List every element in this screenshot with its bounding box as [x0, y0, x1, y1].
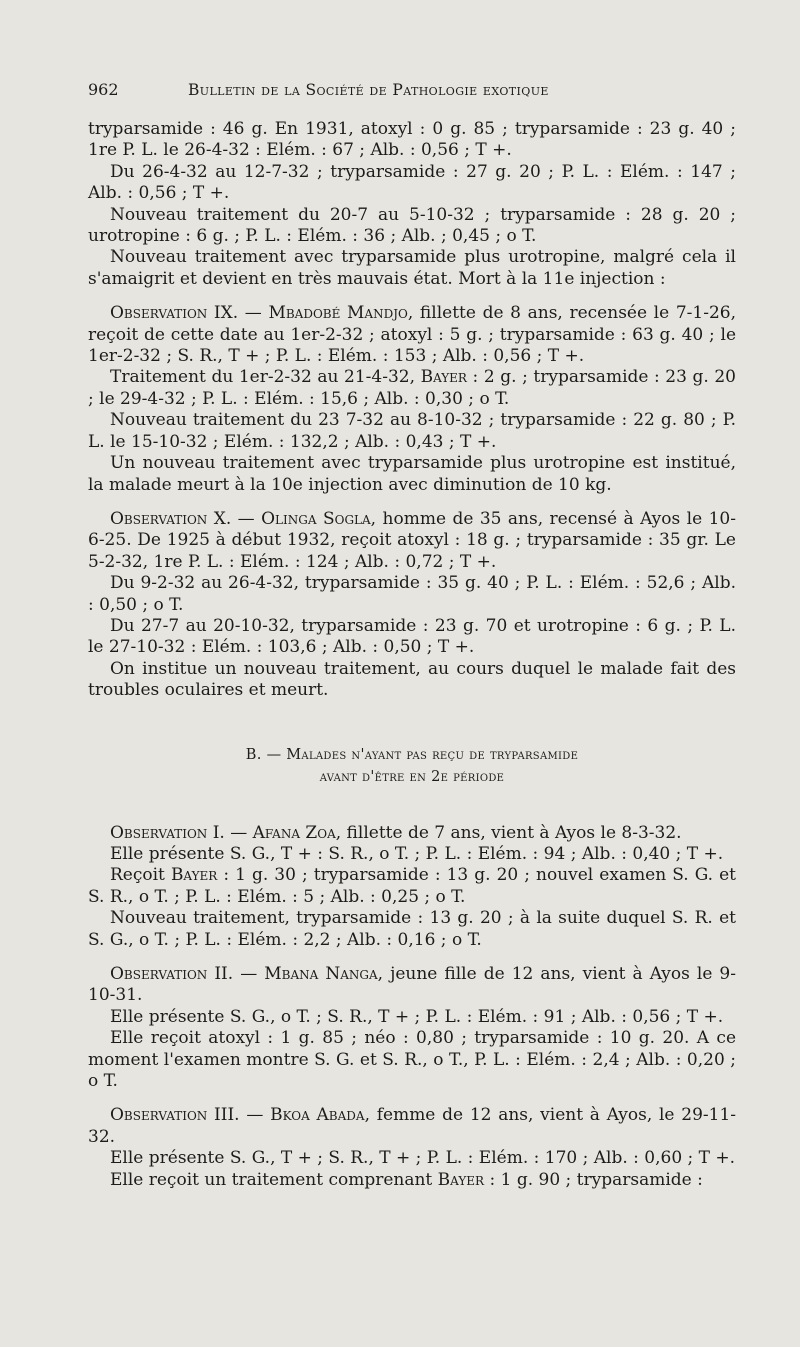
observation-lead: , fillette de 8 ans, recensée le 7-1-26, reçoit de cette date au 1er-2-32 ; atoxyl : 5 g. ; tryparsamide : 63 g. 40 ; le 1er-2-32 ; S. R., T + ; P. L. : Elém. : 153 ; Alb. : 0,56 ; T +.	[88, 303, 736, 367]
observation-paragraph: Elle présente S. G., T + ; S. R., T + ; P. L. : Elém. : 170 ; Alb. : 0,60 ; T +.	[110, 1148, 736, 1169]
drug-name: Bayer	[170, 865, 218, 886]
observation-lead: , fillette de 7 ans, vient à Ayos le 8-3-32.	[335, 822, 682, 843]
section-heading-line: B. — Malades n'ayant pas reçu de tryparsamide	[245, 746, 579, 763]
observation-heading: Observation III. — Bkoa Abada, femme de 12 ans, vient à Ayos, le 29-11-32.	[88, 1105, 736, 1147]
continuation-paragraph: Du 26-4-32 au 12-7-32 ; tryparsamide : 27 g. 20 ; P. L. : Elém. : 147 ; Alb. : 0,56 ; T +.	[88, 161, 736, 204]
journal-title: Bulletin de la Société de Pathologie exotique	[188, 81, 549, 99]
patient-name: Bkoa Abada	[270, 1105, 365, 1126]
page-number: 962	[88, 80, 119, 99]
text-run: : 1 g. 90 ; tryparsamide :	[489, 1169, 703, 1190]
text-run: Traitement du 1er-2-32 au 21-4-32,	[110, 367, 415, 388]
observation-paragraph: Du 9-2-32 au 26-4-32, tryparsamide : 35 g. 40 ; P. L. : Elém. : 52,6 ; Alb. : 0,50 ; o T.	[88, 573, 736, 615]
observation-heading: Observation IX. — Mbadobé Mandjo, fillette de 8 ans, recensée le 7-1-26, reçoit de cette date au 1er-2-32 ; atoxyl : 5 g. ; tryparsamide : 63 g. 40 ; le 1er-2-32 ; S. R., T + ; P. L. : Elém. : 153 ; Alb. : 0,56 ; T +.	[88, 303, 736, 367]
observation-paragraph: Nouveau traitement du 23 7-32 au 8-10-32 ; tryparsamide : 22 g. 80 ; P. L. le 15-10-32 ; Elém. : 132,2 ; Alb. : 0,43 ; T +.	[88, 410, 736, 452]
observation-paragraph	[88, 865, 736, 908]
observation-b-ii	[88, 964, 736, 1092]
running-head	[88, 80, 736, 99]
observation-ix	[88, 303, 736, 496]
section-heading-line: avant d'être en 2e période	[319, 768, 505, 785]
observation-paragraph: Elle présente S. G., T + : S. R., o T. ; P. L. : Elém. : 94 ; Alb. : 0,40 ; T +.	[110, 843, 724, 864]
observation-label: Observation I.	[110, 822, 225, 843]
patient-name: Mbadobé Mandjo	[268, 303, 408, 324]
observation-lead: , homme de 35 ans, recensé à Ayos le 10-6-25. De 1925 à début 1932, reçoit atoxyl : 18 g. ; tryparsamide : 35 gr. Le 5-2-32, 1re P. L. : Elém. : 124 ; Alb. : 0,72 ; T +.	[88, 508, 736, 572]
text-run: : 1 g. 30 ; tryparsamide : 13 g. 20 ; nouvel examen S. G. et S. R., o T. ; P. L. : Elém. : 5 ; Alb. : 0,25 ; o T.	[88, 865, 737, 907]
text-run: : 2 g. ; tryparsamide : 23 g. 20 ; le 29-4-32 ; P. L. : Elém. : 15,6 ; Alb. : 0,30 ; o T.	[88, 367, 736, 409]
observation-label: Observation II.	[110, 964, 234, 984]
section-heading	[88, 744, 736, 788]
observation-label: Observation X.	[110, 508, 232, 529]
patient-name: Olinga Sogla	[261, 508, 371, 529]
observation-x	[88, 509, 736, 702]
observation-b-i	[88, 823, 736, 951]
text-run: Elle reçoit un traitement comprenant	[110, 1169, 433, 1190]
observation-paragraph	[88, 367, 736, 410]
observation-heading: Observation X. — Olinga Sogla, homme de 35 ans, recensé à Ayos le 10-6-25. De 1925 à début 1932, reçoit atoxyl : 18 g. ; tryparsamide : 35 gr. Le 5-2-32, 1re P. L. : Elém. : 124 ; Alb. : 0,72 ; T +.	[88, 508, 736, 572]
article-body	[88, 119, 736, 1191]
drug-name: Bayer	[420, 367, 467, 388]
continuation-paragraph: tryparsamide : 46 g. En 1931, atoxyl : 0 g. 85 ; tryparsamide : 23 g. 40 ; 1re P. L. le 26-4-32 : Elém. : 67 ; Alb. : 0,56 ; T +.	[88, 119, 736, 161]
observation-paragraph: Nouveau traitement, tryparsamide : 13 g. 20 ; à la suite duquel S. R. et S. G., o T. ; P. L. : Elém. : 2,2 ; Alb. : 0,16 ; o T.	[88, 908, 736, 950]
observation-paragraph: Un nouveau traitement avec tryparsamide plus urotropine est institué, la malade meurt à la 10e injection avec diminution de 10 kg.	[88, 453, 736, 495]
patient-name: Afana Zoa	[252, 822, 336, 843]
continuation-paragraph: Nouveau traitement avec tryparsamide plus urotropine, malgré cela il s'amaigrit et devient en très mauvais état. Mort à la 11e injection :	[88, 247, 736, 289]
observation-label: Observation IX.	[110, 303, 239, 324]
patient-name: Mbana Nanga	[264, 964, 378, 984]
observation-lead: , jeune fille de 12 ans, vient à Ayos le 9-10-31.	[88, 964, 736, 1006]
observation-paragraph: Du 27-7 au 20-10-32, tryparsamide : 23 g. 70 et urotropine : 6 g. ; P. L. le 27-10-32 : Elém. : 103,6 ; Alb. : 0,50 ; T +.	[88, 615, 736, 658]
observation-paragraph: On institue un nouveau traitement, au cours duquel le malade fait des troubles oculaires et meurt.	[88, 658, 736, 701]
observation-paragraph: Elle présente S. G., o T. ; S. R., T + ; P. L. : Elém. : 91 ; Alb. : 0,56 ; T +.	[110, 1006, 724, 1027]
observation-b-iii	[88, 1105, 736, 1191]
text-run: Reçoit	[110, 865, 165, 886]
observation-paragraph	[88, 1170, 736, 1191]
observation-paragraph: Elle reçoit atoxyl : 1 g. 85 ; néo : 0,80 ; tryparsamide : 10 g. 20. A ce moment l'examen montre S. G. et S. R., o T., P. L. : Elém. : 2,4 ; Alb. : 0,20 ; o T.	[88, 1028, 736, 1092]
observation-lead: , femme de 12 ans, vient à Ayos, le 29-11-32.	[88, 1105, 736, 1147]
observation-heading: Observation I. — Afana Zoa, fillette de 7 ans, vient à Ayos le 8-3-32.	[110, 822, 682, 843]
observation-label: Observation III.	[110, 1105, 240, 1126]
continuation-paragraph: Nouveau traitement du 20-7 au 5-10-32 ; tryparsamide : 28 g. 20 ; urotropine : 6 g. ; P. L. : Elém. : 36 ; Alb. ; 0,45 ; o T.	[88, 204, 736, 247]
observation-heading: Observation II. — Mbana Nanga, jeune fille de 12 ans, vient à Ayos le 9-10-31.	[88, 964, 736, 1006]
drug-name: Bayer	[437, 1169, 485, 1190]
